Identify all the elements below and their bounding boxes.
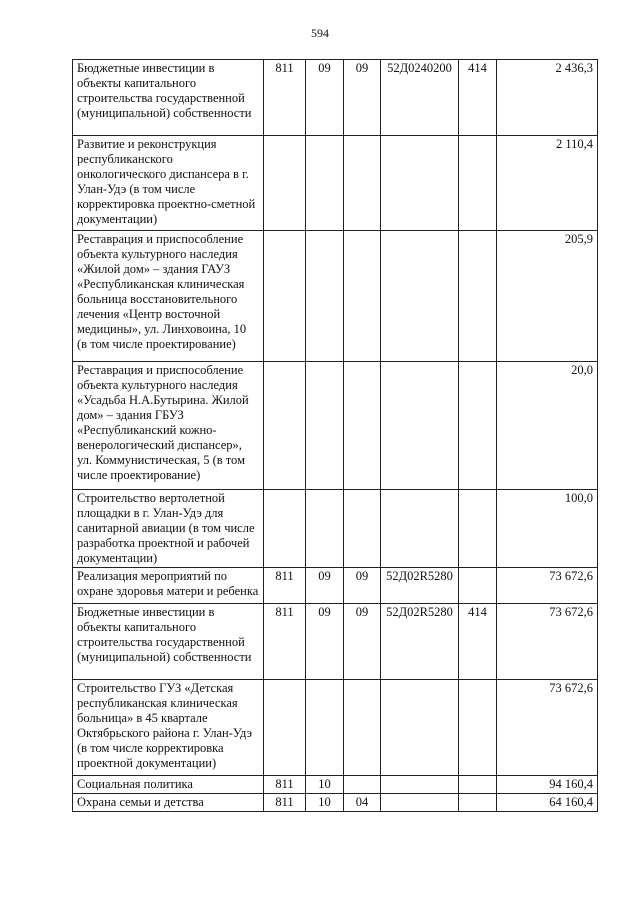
section-cell: 10: [306, 794, 344, 812]
subsection-cell: [344, 490, 381, 568]
target-article-cell: [381, 490, 459, 568]
expense-type-cell: [459, 568, 497, 604]
target-article-cell: [381, 362, 459, 490]
amount-cell: 2 110,4: [497, 136, 598, 231]
table-row: [73, 60, 598, 136]
grbs-cell: [264, 136, 306, 231]
subsection-cell: [344, 776, 381, 794]
target-article-cell: [381, 776, 459, 794]
table-row: [73, 136, 598, 231]
grbs-cell: 811: [264, 604, 306, 680]
table-row: [73, 794, 598, 812]
row-name-cell: Развитие и реконструкция республиканского онкологического диспансера в г. Улан-Удэ (в том числе корректировка проектно-сметной документации): [73, 136, 264, 231]
section-cell: [306, 362, 344, 490]
amount-cell: 64 160,4: [497, 794, 598, 812]
row-name-cell: Социальная политика: [73, 776, 264, 794]
section-cell: [306, 490, 344, 568]
grbs-cell: 811: [264, 60, 306, 136]
target-article-cell: 52Д02R5280: [381, 568, 459, 604]
amount-cell: 73 672,6: [497, 680, 598, 776]
expense-type-cell: [459, 490, 497, 568]
target-article-cell: [381, 231, 459, 362]
section-cell: [306, 231, 344, 362]
target-article-cell: [381, 794, 459, 812]
section-cell: [306, 136, 344, 231]
table-row: [73, 231, 598, 362]
target-article-cell: 52Д02R5280: [381, 604, 459, 680]
amount-cell: 2 436,3: [497, 60, 598, 136]
amount-cell: 73 672,6: [497, 604, 598, 680]
row-name-cell: Реализация мероприятий по охране здоровья матери и ребенка: [73, 568, 264, 604]
row-name-cell: Бюджетные инвестиции в объекты капитального строительства государственной (муниципальной) собственности: [73, 604, 264, 680]
row-name-cell: Реставрация и приспособление объекта культурного наследия «Жилой дом» – здания ГАУЗ «Республиканская клиническая больница восстановительного лечения «Центр восточной медицины», ул. Линховоина, 10 (в том числе проектирование): [73, 231, 264, 362]
expense-type-cell: [459, 136, 497, 231]
grbs-cell: 811: [264, 568, 306, 604]
row-name-cell: Строительство вертолетной площадки в г. Улан-Удэ для санитарной авиации (в том числе разработка проектной и рабочей документации): [73, 490, 264, 568]
section-cell: [306, 680, 344, 776]
subsection-cell: [344, 231, 381, 362]
row-name-cell: Бюджетные инвестиции в объекты капитального строительства государственной (муниципальной) собственности: [73, 60, 264, 136]
table-row: [73, 490, 598, 568]
subsection-cell: [344, 680, 381, 776]
grbs-cell: [264, 490, 306, 568]
grbs-cell: 811: [264, 776, 306, 794]
section-cell: 10: [306, 776, 344, 794]
page-number: 594: [311, 26, 329, 40]
amount-cell: 73 672,6: [497, 568, 598, 604]
amount-cell: 205,9: [497, 231, 598, 362]
amount-cell: 100,0: [497, 490, 598, 568]
grbs-cell: [264, 362, 306, 490]
expense-type-cell: [459, 680, 497, 776]
expense-type-cell: 414: [459, 60, 497, 136]
target-article-cell: 52Д0240200: [381, 60, 459, 136]
row-name-cell: Реставрация и приспособление объекта культурного наследия «Усадьба Н.А.Бутырина. Жилой дом» – здания ГБУЗ «Республиканский кожно-венерологический диспансер», ул. Коммунистическая, 5 (в том числе проектирование): [73, 362, 264, 490]
expense-type-cell: [459, 794, 497, 812]
table-row: [73, 680, 598, 776]
expense-type-cell: [459, 231, 497, 362]
section-cell: 09: [306, 60, 344, 136]
subsection-cell: 09: [344, 60, 381, 136]
budget-table: [72, 59, 598, 812]
grbs-cell: 811: [264, 794, 306, 812]
grbs-cell: [264, 680, 306, 776]
subsection-cell: 09: [344, 568, 381, 604]
expense-type-cell: [459, 776, 497, 794]
table-row: [73, 776, 598, 794]
target-article-cell: [381, 136, 459, 231]
expense-type-cell: [459, 362, 497, 490]
subsection-cell: [344, 136, 381, 231]
row-name-cell: Строительство ГУЗ «Детская республиканская клиническая больница» в 45 квартале Октябрьского района г. Улан-Удэ (в том числе корректировка проектной документации): [73, 680, 264, 776]
subsection-cell: 04: [344, 794, 381, 812]
section-cell: 09: [306, 604, 344, 680]
grbs-cell: [264, 231, 306, 362]
table-row: [73, 604, 598, 680]
expense-type-cell: 414: [459, 604, 497, 680]
section-cell: 09: [306, 568, 344, 604]
row-name-cell: Охрана семьи и детства: [73, 794, 264, 812]
table-row: [73, 362, 598, 490]
table-row: [73, 568, 598, 604]
subsection-cell: [344, 362, 381, 490]
amount-cell: 20,0: [497, 362, 598, 490]
subsection-cell: 09: [344, 604, 381, 680]
amount-cell: 94 160,4: [497, 776, 598, 794]
target-article-cell: [381, 680, 459, 776]
